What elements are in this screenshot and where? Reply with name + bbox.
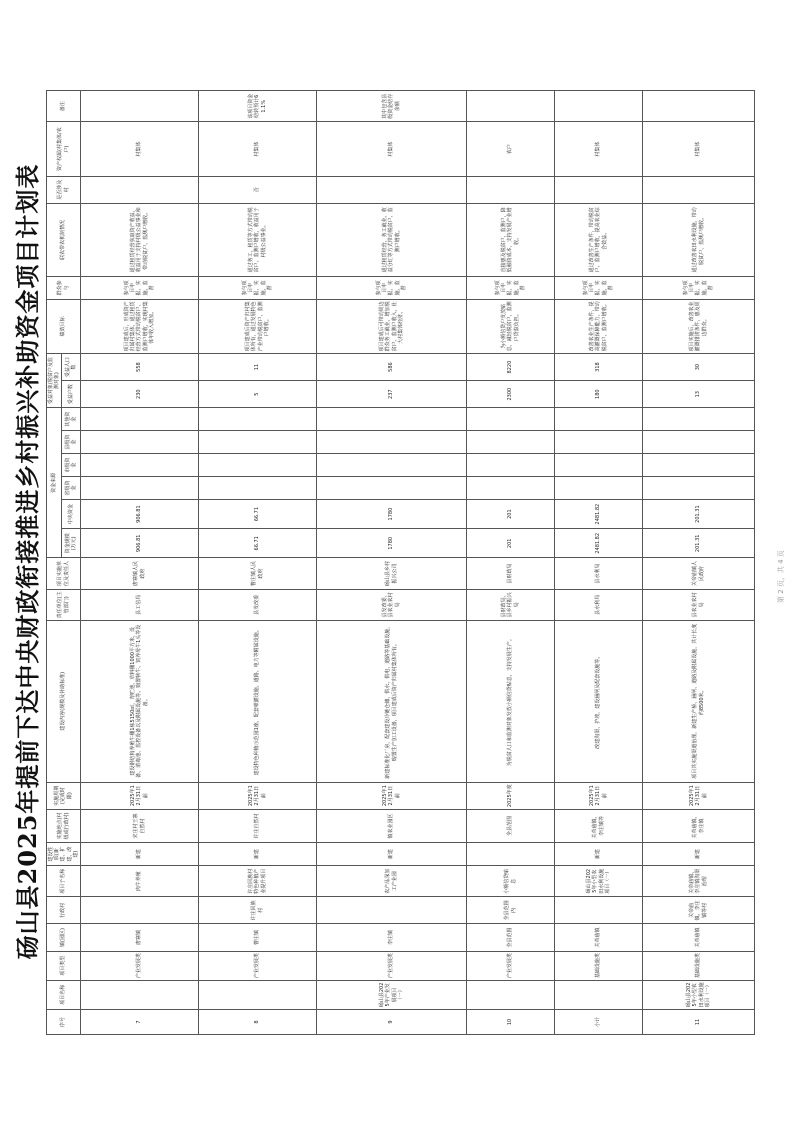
cell-provincial: [199, 477, 317, 500]
cell-project-type: 产业发展类: [199, 951, 317, 980]
header-beneficiary-group: 受益对象(脱贫户及监测对象): [47, 354, 62, 408]
header-other: 其他资金: [62, 408, 81, 431]
cell-provincial: [467, 477, 555, 500]
header-period: 实施周期(完成时限): [47, 782, 81, 809]
cell-location: 许庄自然村: [199, 809, 317, 842]
cell-households: 237: [317, 381, 467, 408]
cell-village: 关帝庙镇、李庄镇等村: [643, 897, 755, 924]
cell-people: 318: [555, 354, 643, 381]
cell-goals: 项目建成后资产归村集体所有，通过发展特色产业带动脱贫户、监测户增收。: [199, 299, 317, 353]
header-people: 受益人口数: [62, 354, 81, 381]
header-goals: 绩效目标: [47, 299, 81, 353]
cell-subproject: 许庄回族村特色种植产业提升项目: [199, 866, 317, 897]
cell-subproject: 小额信贷贴息: [467, 866, 555, 897]
cell-subproject: 肉牛养殖: [81, 866, 199, 897]
cell-town: 关帝庙镇: [643, 924, 755, 951]
cell-other: [317, 408, 467, 431]
cell-provincial: [555, 477, 643, 500]
cell-implementer: 砀山县乡村振兴公司: [317, 558, 467, 589]
cell-central: 201.31: [643, 500, 755, 529]
cell-asset-owner: 村集体: [317, 122, 467, 176]
cell-implementer: 关帝庙镇人民政府: [643, 558, 755, 589]
cell-county: [555, 431, 643, 454]
cell-implementer: 县水利局: [555, 558, 643, 589]
cell-project-name: [555, 980, 643, 1009]
cell-participation: 参与项目申报、实施、监督: [555, 276, 643, 299]
cell-households: 13: [643, 381, 755, 408]
header-town: 镇(园区): [47, 924, 81, 951]
cell-benefit-mechanism: 通过租赁经营、务工就业、收益分红等方式带动脱贫户、监测户增收。: [317, 203, 467, 276]
cell-households: 2300: [467, 381, 555, 408]
cell-town: 唐寨镇: [81, 924, 199, 951]
cell-location: 宋庄村王寨自然村: [81, 809, 199, 842]
cell-other: [555, 408, 643, 431]
cell-implementer: 县财政局: [467, 558, 555, 589]
header-funding-group: 资金来源: [47, 408, 62, 558]
cell-other: [199, 408, 317, 431]
header-city: 市级资金: [62, 454, 81, 477]
cell-seq: 小计: [555, 1009, 643, 1034]
cell-funding-total: 201: [467, 529, 555, 558]
header-county: 县级资金: [62, 431, 81, 454]
cell-other: [81, 408, 199, 431]
cell-county: [81, 431, 199, 454]
cell-participation: 参与项目申报、实施、监督: [643, 276, 755, 299]
document-title: 砀山县2025年提前下达中央财政衔接推进乡村振兴补助资金项目计划表: [13, 163, 42, 960]
cell-city: [555, 454, 643, 477]
header-benefit-mechanism: 联农带农机制情况: [47, 203, 81, 276]
table-row: [643, 91, 755, 1035]
cell-project-type: 基础设施类: [555, 951, 643, 980]
cell-central: 201: [467, 500, 555, 529]
cell-participation: 参与项目申报、实施、监督: [81, 276, 199, 299]
cell-responsible-unit: 县水利局: [555, 589, 643, 620]
cell-project-name: [199, 980, 317, 1009]
cell-remark: 其中包含县级资金结存余额: [317, 91, 467, 123]
cell-benefit-mechanism: 通过改善生产条件，带动脱贫户、监测户增收，提高农业综合效益。: [555, 203, 643, 276]
header-implementer: 项目实施单位及责任人: [47, 558, 81, 589]
header-is-key-village: 是否涉及村: [47, 176, 81, 203]
cell-asset-owner: 村集体: [643, 122, 755, 176]
cell-construction-nature: [467, 843, 555, 866]
cell-village: 全县范围内: [467, 897, 555, 924]
cell-period: 2025年12月31日前: [81, 782, 199, 809]
cell-responsible-unit: 县发改委、县农业农村局: [317, 589, 467, 620]
cell-implementer: 唐寨镇人民政府: [81, 558, 199, 589]
table-row: [467, 91, 555, 1035]
cell-seq: 8: [199, 1009, 317, 1034]
cell-central: 2481.82: [555, 500, 643, 529]
cell-period: 2025年12月31日前: [317, 782, 467, 809]
cell-city: [81, 454, 199, 477]
cell-seq: 7: [81, 1009, 199, 1034]
cell-construction-nature: 新建: [555, 843, 643, 866]
cell-period: 2025年度: [467, 782, 555, 809]
cell-location: 关帝庙镇、李庄镇等: [555, 809, 643, 842]
header-row-1: [47, 91, 62, 1035]
table-row: [81, 91, 199, 1035]
header-provincial: 省级资金: [62, 477, 81, 500]
cell-construction-nature: 新建: [643, 843, 755, 866]
cell-town: 全县范围: [467, 924, 555, 951]
cell-project-type: 产业发展类: [467, 951, 555, 980]
cell-goals: 为小额信贷户发放贴息，减轻脱贫户、监测户贷款负担。: [467, 299, 555, 353]
header-households: 受益户数: [62, 381, 81, 408]
cell-county: [317, 431, 467, 454]
cell-project-name: [467, 980, 555, 1009]
cell-subproject: 砀山县2025年小型农田水利设施项目（一）: [555, 866, 643, 897]
cell-benefit-mechanism: 通过改善农田水利设施，带动脱贫户、监测户增收。: [643, 203, 755, 276]
cell-funding-total: 1780: [317, 529, 467, 558]
cell-households: 5: [199, 381, 317, 408]
header-project-type: 项目类型: [47, 951, 81, 980]
cell-asset-owner: 农户: [467, 122, 555, 176]
cell-city: [467, 454, 555, 477]
cell-benefit-mechanism: 通过务工、租赁等方式带动脱贫户、监测户增收，收益用于村级公益事业。: [199, 203, 317, 276]
cell-project-name: 砀山县2025年小型农田水利设施项目（一）: [643, 980, 755, 1009]
cell-village: [555, 897, 643, 924]
cell-content: 建设钢结构养殖牛棚1栋5150㎡，青贮池、草料棚1000平方米，设备、消毒池、监控设备以及附属设施等。购置犊牛、饲养母牛1头等设备。: [81, 620, 199, 782]
cell-remark: 该项目资金结转预计61.1%: [199, 91, 317, 123]
table-row: [317, 91, 467, 1035]
cell-is-key-village: [643, 176, 755, 203]
cell-remark: [643, 91, 755, 123]
cell-seq: 10: [467, 1009, 555, 1034]
cell-people: 11: [199, 354, 317, 381]
cell-town: 曹庄镇: [199, 924, 317, 951]
header-village: 行政村: [47, 897, 81, 924]
cell-funding-total: 66.71: [199, 529, 317, 558]
header-central: 中央资金: [62, 500, 81, 529]
cell-remark: [467, 91, 555, 123]
cell-provincial: [643, 477, 755, 500]
cell-goals: 项目建成后可带动周边群众务工就业，增加脱贫户、监测户收入，壮大村集体经济。: [317, 299, 467, 353]
cell-subproject: 农产品深加工产业园: [317, 866, 467, 897]
cell-other: [467, 408, 555, 431]
cell-asset-owner: 村集体: [199, 122, 317, 176]
cell-seq: 9: [317, 1009, 467, 1034]
cell-remark: [81, 91, 199, 123]
cell-project-type: 产业发展类: [81, 951, 199, 980]
cell-goals: 项目实施后，改善农业灌溉排涝条件，惠及周边群众。: [643, 299, 755, 353]
cell-village: 许庄回族村: [199, 897, 317, 924]
header-location: 实施地点(村级或行政村): [47, 809, 81, 842]
cell-central: 906.81: [81, 500, 199, 529]
cell-funding-total: 2481.82: [555, 529, 643, 558]
cell-benefit-mechanism: 直接惠及脱贫户、监测户，降低融资成本，支持发展产业增收。: [467, 203, 555, 276]
cell-is-key-village: [467, 176, 555, 203]
cell-people: 8220: [467, 354, 555, 381]
cell-is-key-village: 否: [199, 176, 317, 203]
cell-period: 2025年12月31日前: [555, 782, 643, 809]
cell-county: [643, 431, 755, 454]
cell-location: 关帝庙镇、李庄镇: [643, 809, 755, 842]
cell-content: 为脱贫人口和监测对象发放小额信贷贴息，支持发展生产。: [467, 620, 555, 782]
cell-funding-total: 201.31: [643, 529, 755, 558]
cell-content: 新建标准化厂房，配套建设冷链仓储、供水、供电、道路等基础设施，购置生产加工设备，项目建成后资产归属村集体所有。: [317, 620, 467, 782]
cell-participation: 参与项目申报、实施、监督: [467, 276, 555, 299]
cell-responsible-unit: 县财政局、县乡村振兴局: [467, 589, 555, 620]
page-number: 第 2 页，共 4 页: [777, 550, 785, 603]
cell-construction-nature: 新建: [81, 843, 199, 866]
header-seq: 序号: [47, 1009, 81, 1034]
header-project-name: 项目名称: [47, 980, 81, 1009]
cell-participation: 参与项目申报、实施、监督: [317, 276, 467, 299]
header-responsible-unit: 责任单位(主管部门): [47, 589, 81, 620]
cell-responsible-unit: 县发改委: [199, 589, 317, 620]
cell-period: 2025年12月31日前: [643, 782, 755, 809]
cell-construction-nature: 新建: [317, 843, 467, 866]
cell-project-name: 砀山县2025年产业发展项目（一）: [317, 980, 467, 1009]
cell-goals: 项目建成后，形成资产归属村集体，通过租赁经营方式带动脱贫户、监测户增收，实现村集体年收入增加。: [81, 299, 199, 353]
cell-funding-total: 906.81: [81, 529, 199, 558]
header-content: 建设内容(规模及补助标准): [47, 620, 81, 782]
cell-project-name: [81, 980, 199, 1009]
project-plan-table: [46, 90, 755, 1035]
cell-content: 改建沟渠、护坡，建设涵闸及配套设施等。: [555, 620, 643, 782]
cell-responsible-unit: 县工信局: [81, 589, 199, 620]
cell-is-key-village: [555, 176, 643, 203]
cell-asset-owner: 村集体: [555, 122, 643, 176]
header-funding-total: 资金规模(万元): [62, 529, 81, 558]
table-row: [199, 91, 317, 1035]
cell-construction-nature: 新建: [199, 843, 317, 866]
cell-households: 180: [555, 381, 643, 408]
header-remark: 备注: [47, 91, 81, 123]
cell-is-key-village: [81, 176, 199, 203]
cell-central: 66.71: [199, 500, 317, 529]
cell-project-type: 基础设施类: [643, 951, 755, 980]
cell-seq: 11: [643, 1009, 755, 1034]
table-row: [555, 91, 643, 1035]
cell-town: 李庄镇: [317, 924, 467, 951]
cell-county: [467, 431, 555, 454]
cell-city: [643, 454, 755, 477]
cell-participation: 参与项目申报、实施、监督: [199, 276, 317, 299]
cell-provincial: [81, 477, 199, 500]
header-construction-nature: 建设性质(新建、扩建、改建): [47, 843, 81, 866]
cell-content: 建设特色种植示范园1座，配套喷灌设施、道路、电力等附属设施。: [199, 620, 317, 782]
cell-location: 镇农业园区: [317, 809, 467, 842]
cell-other: [643, 408, 755, 431]
cell-people: 586: [317, 354, 467, 381]
cell-village: [81, 897, 199, 924]
cell-is-key-village: [317, 176, 467, 203]
header-participation: 群众参与: [47, 276, 81, 299]
cell-benefit-mechanism: 通过租赁经营获取资产收益，收益用于支持村级公益事业和带动脱贫户、监测户增收。: [81, 203, 199, 276]
cell-location: 全县范围: [467, 809, 555, 842]
cell-implementer: 曹庄镇人民政府: [199, 558, 317, 589]
cell-county: [199, 431, 317, 454]
cell-project-type: 产业发展类: [317, 951, 467, 980]
cell-goals: 改善农业生产条件，提高灌溉保障能力，带动脱贫户、监测户增收。: [555, 299, 643, 353]
cell-content: 项目共实施渠道治理，新建生产桥、涵闸、道路及附属设施，共计长度约8500米。: [643, 620, 755, 782]
cell-village: [317, 897, 467, 924]
cell-city: [199, 454, 317, 477]
cell-town: 关帝庙镇: [555, 924, 643, 951]
cell-central: 1780: [317, 500, 467, 529]
cell-responsible-unit: 县农业农村局: [643, 589, 755, 620]
cell-subproject: 关帝庙镇、李庄镇沟渠治理: [643, 866, 755, 897]
cell-period: 2025年12月31日前: [199, 782, 317, 809]
cell-remark: [555, 91, 643, 123]
cell-people: 30: [643, 354, 755, 381]
header-asset-owner: 资产权属(村集体/农户): [47, 122, 81, 176]
cell-city: [317, 454, 467, 477]
header-subproject: 项目子名称: [47, 866, 81, 897]
cell-people: 558: [81, 354, 199, 381]
cell-households: 230: [81, 381, 199, 408]
cell-provincial: [317, 477, 467, 500]
cell-asset-owner: 村集体: [81, 122, 199, 176]
